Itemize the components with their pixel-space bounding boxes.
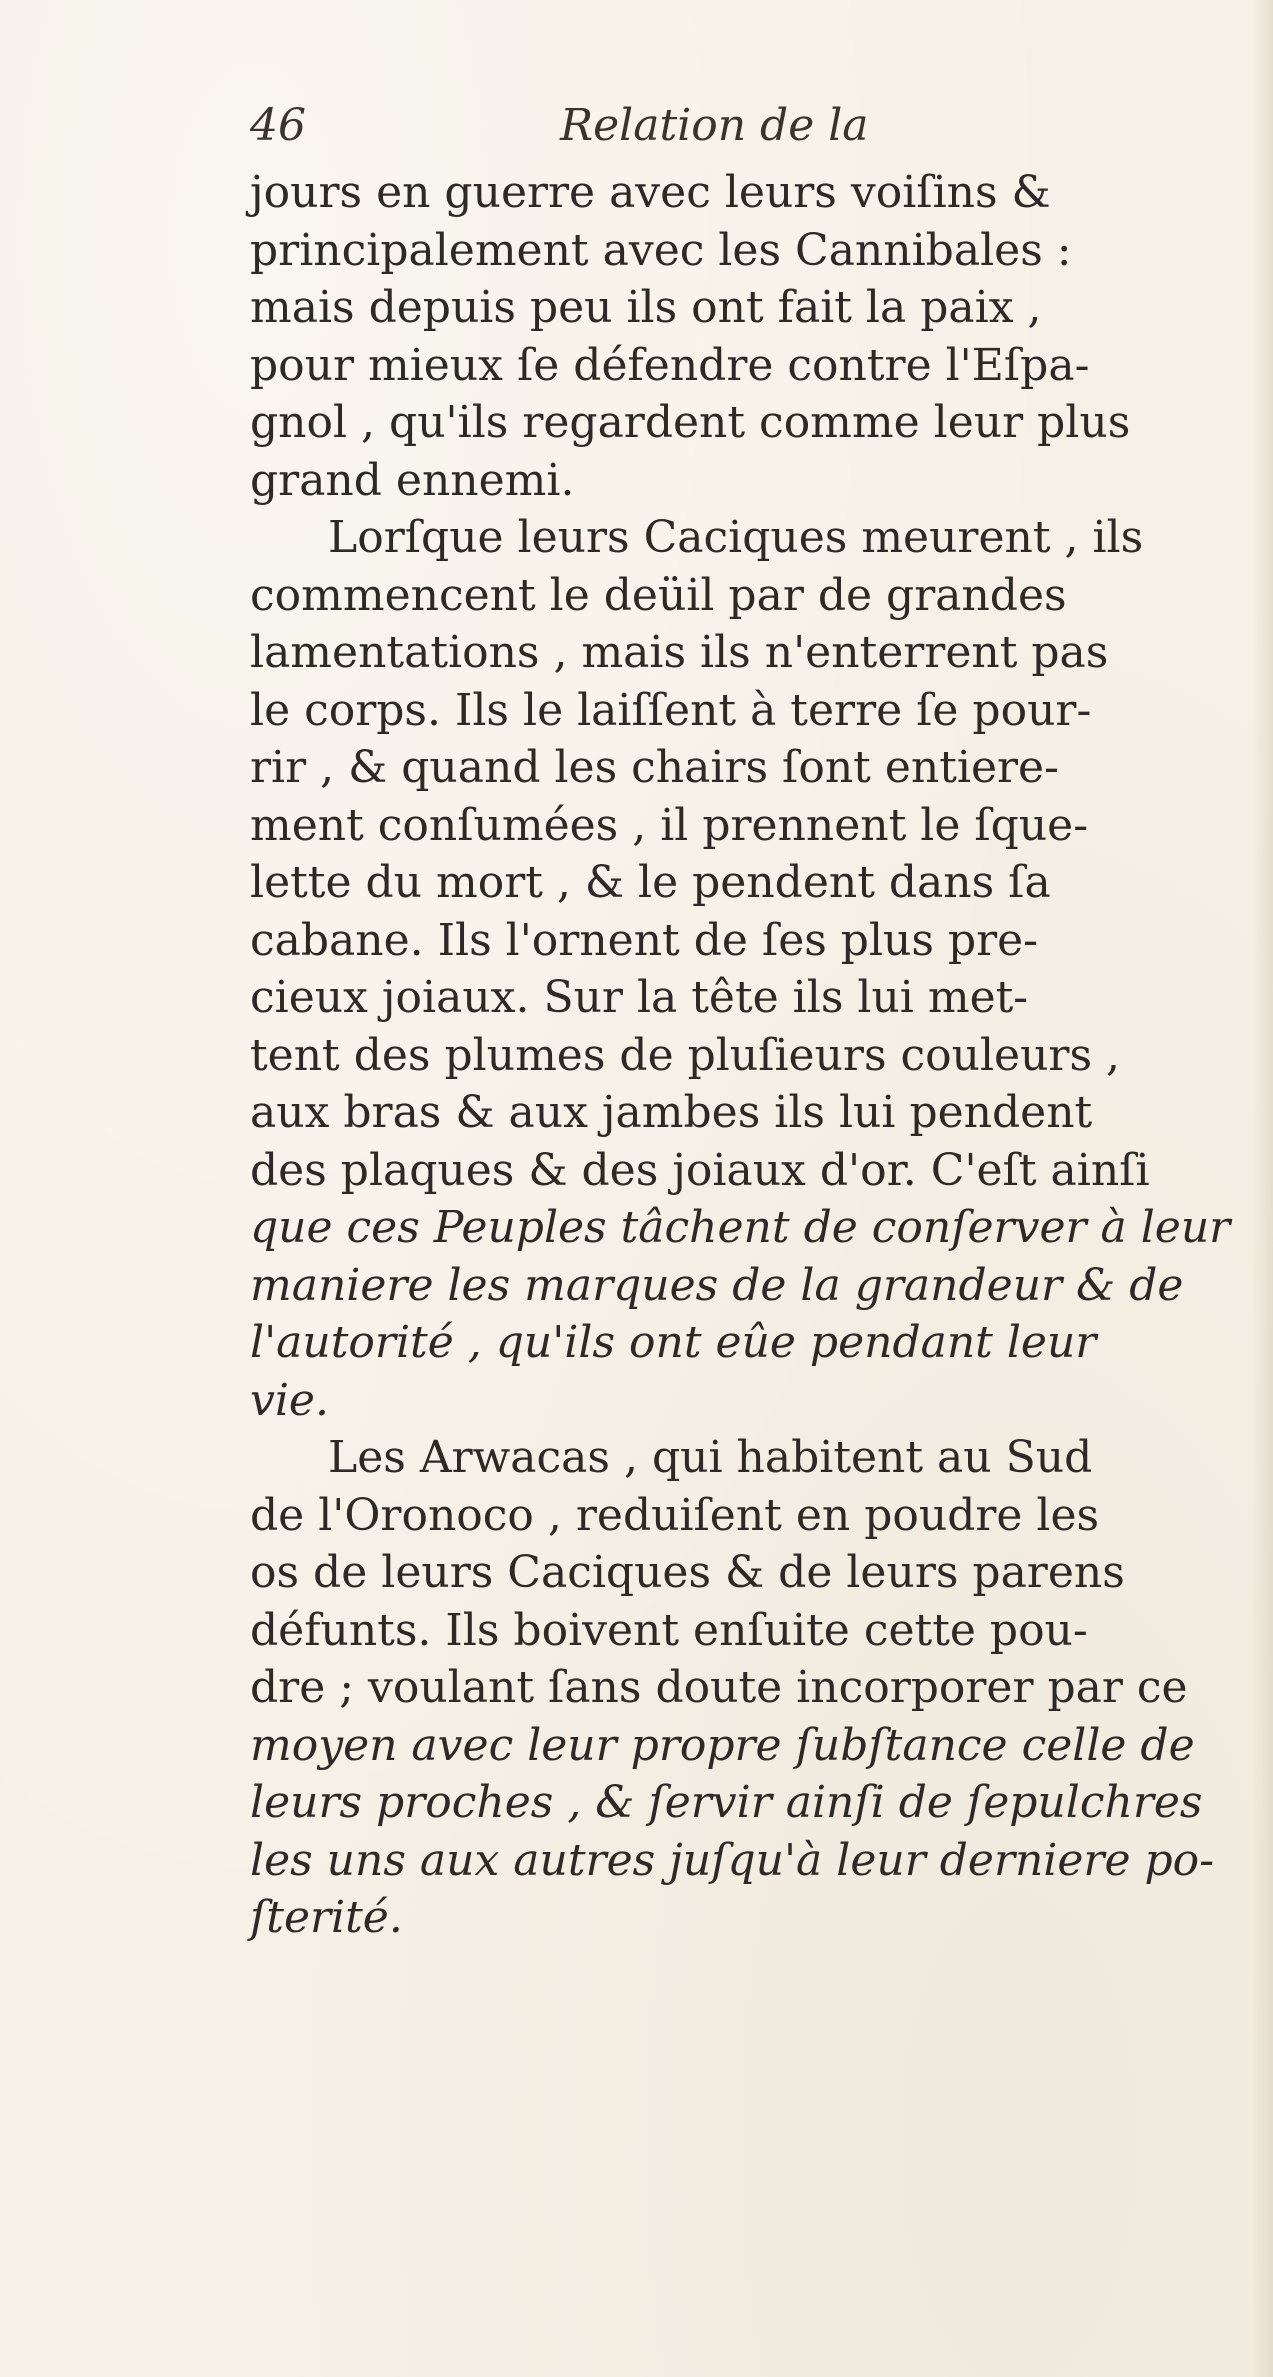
text-line: pour mieux ſe défendre contre l'Eſpa- — [250, 339, 1090, 391]
book-page — [250, 100, 1235, 1947]
paragraph-2 — [250, 509, 1235, 1429]
text-line: cieux joiaux. Sur la tête ils lui met- — [250, 972, 1029, 1023]
text-line: ment conſumées , il prennent le ſque- — [250, 799, 1089, 851]
text-line: grand ennemi. — [250, 454, 575, 506]
text-line: commencent le deüil par de grandes — [250, 569, 1067, 621]
page-number: 46 — [250, 100, 306, 151]
text-line: le corps. Ils le laiſſent à terre ſe pour- — [250, 684, 1092, 736]
text-line: gnol , qu'ils regardent comme leur plus — [250, 397, 1131, 448]
text-line: cabane. Ils l'ornent de ſes plus pre- — [250, 914, 1039, 966]
text-line: de l'Oronoco , reduiſent en poudre les — [250, 1489, 1100, 1541]
text-line: jours en guerre avec leurs voiſins & — [250, 167, 1051, 218]
text-line-italic: les uns aux autres juſqu'à leur derniere po- — [250, 1834, 1215, 1886]
text-line-italic: leurs proches , & ſervir ainſi de ſepulchres — [250, 1777, 1203, 1828]
running-title: Relation de la — [560, 100, 869, 151]
text-line: des plaques & des joiaux d'or. C'eſt ainſi — [250, 1144, 1150, 1196]
text-line-italic: l'autorité , qu'ils ont eûe pendant leur — [250, 1317, 1097, 1368]
text-line-italic: maniere les marques de la grandeur & de — [250, 1259, 1184, 1311]
text-line-italic: vie. — [250, 1374, 329, 1426]
text-line: lamentations , mais ils n'enterrent pas — [250, 627, 1109, 678]
text-line: lette du mort , & le pendent dans ſa — [250, 857, 1051, 908]
text-line-italic: ſterité. — [250, 1892, 403, 1943]
text-line-italic: moyen avec leur propre ſubſtance celle de — [250, 1719, 1195, 1771]
paragraph-3 — [250, 1429, 1235, 1947]
text-line: rir , & quand les chairs ſont entiere- — [250, 742, 1059, 793]
text-line: dre ; voulant ſans doute incorporer par ce — [250, 1662, 1188, 1713]
text-line: principalement avec les Cannibales : — [250, 224, 1072, 276]
body-text — [250, 164, 1235, 1947]
text-line: Lorſque leurs Caciques meurent , ils — [328, 512, 1144, 563]
text-line: Les Arwacas , qui habitent au Sud — [328, 1432, 1093, 1483]
text-line: tent des plumes de pluſieurs couleurs , — [250, 1029, 1121, 1081]
paragraph-1 — [250, 164, 1235, 509]
text-line-italic: que ces Peuples tâchent de conſerver à leur — [250, 1202, 1231, 1253]
page-edge — [1251, 0, 1273, 2377]
text-line: mais depuis peu ils ont fait la paix , — [250, 282, 1042, 333]
text-line: os de leurs Caciques & de leurs parens — [250, 1547, 1125, 1598]
text-line: aux bras & aux jambes ils lui pendent — [250, 1087, 1093, 1138]
running-head — [250, 100, 1235, 164]
text-line: défunts. Ils boivent enſuite cette pou- — [250, 1604, 1088, 1656]
